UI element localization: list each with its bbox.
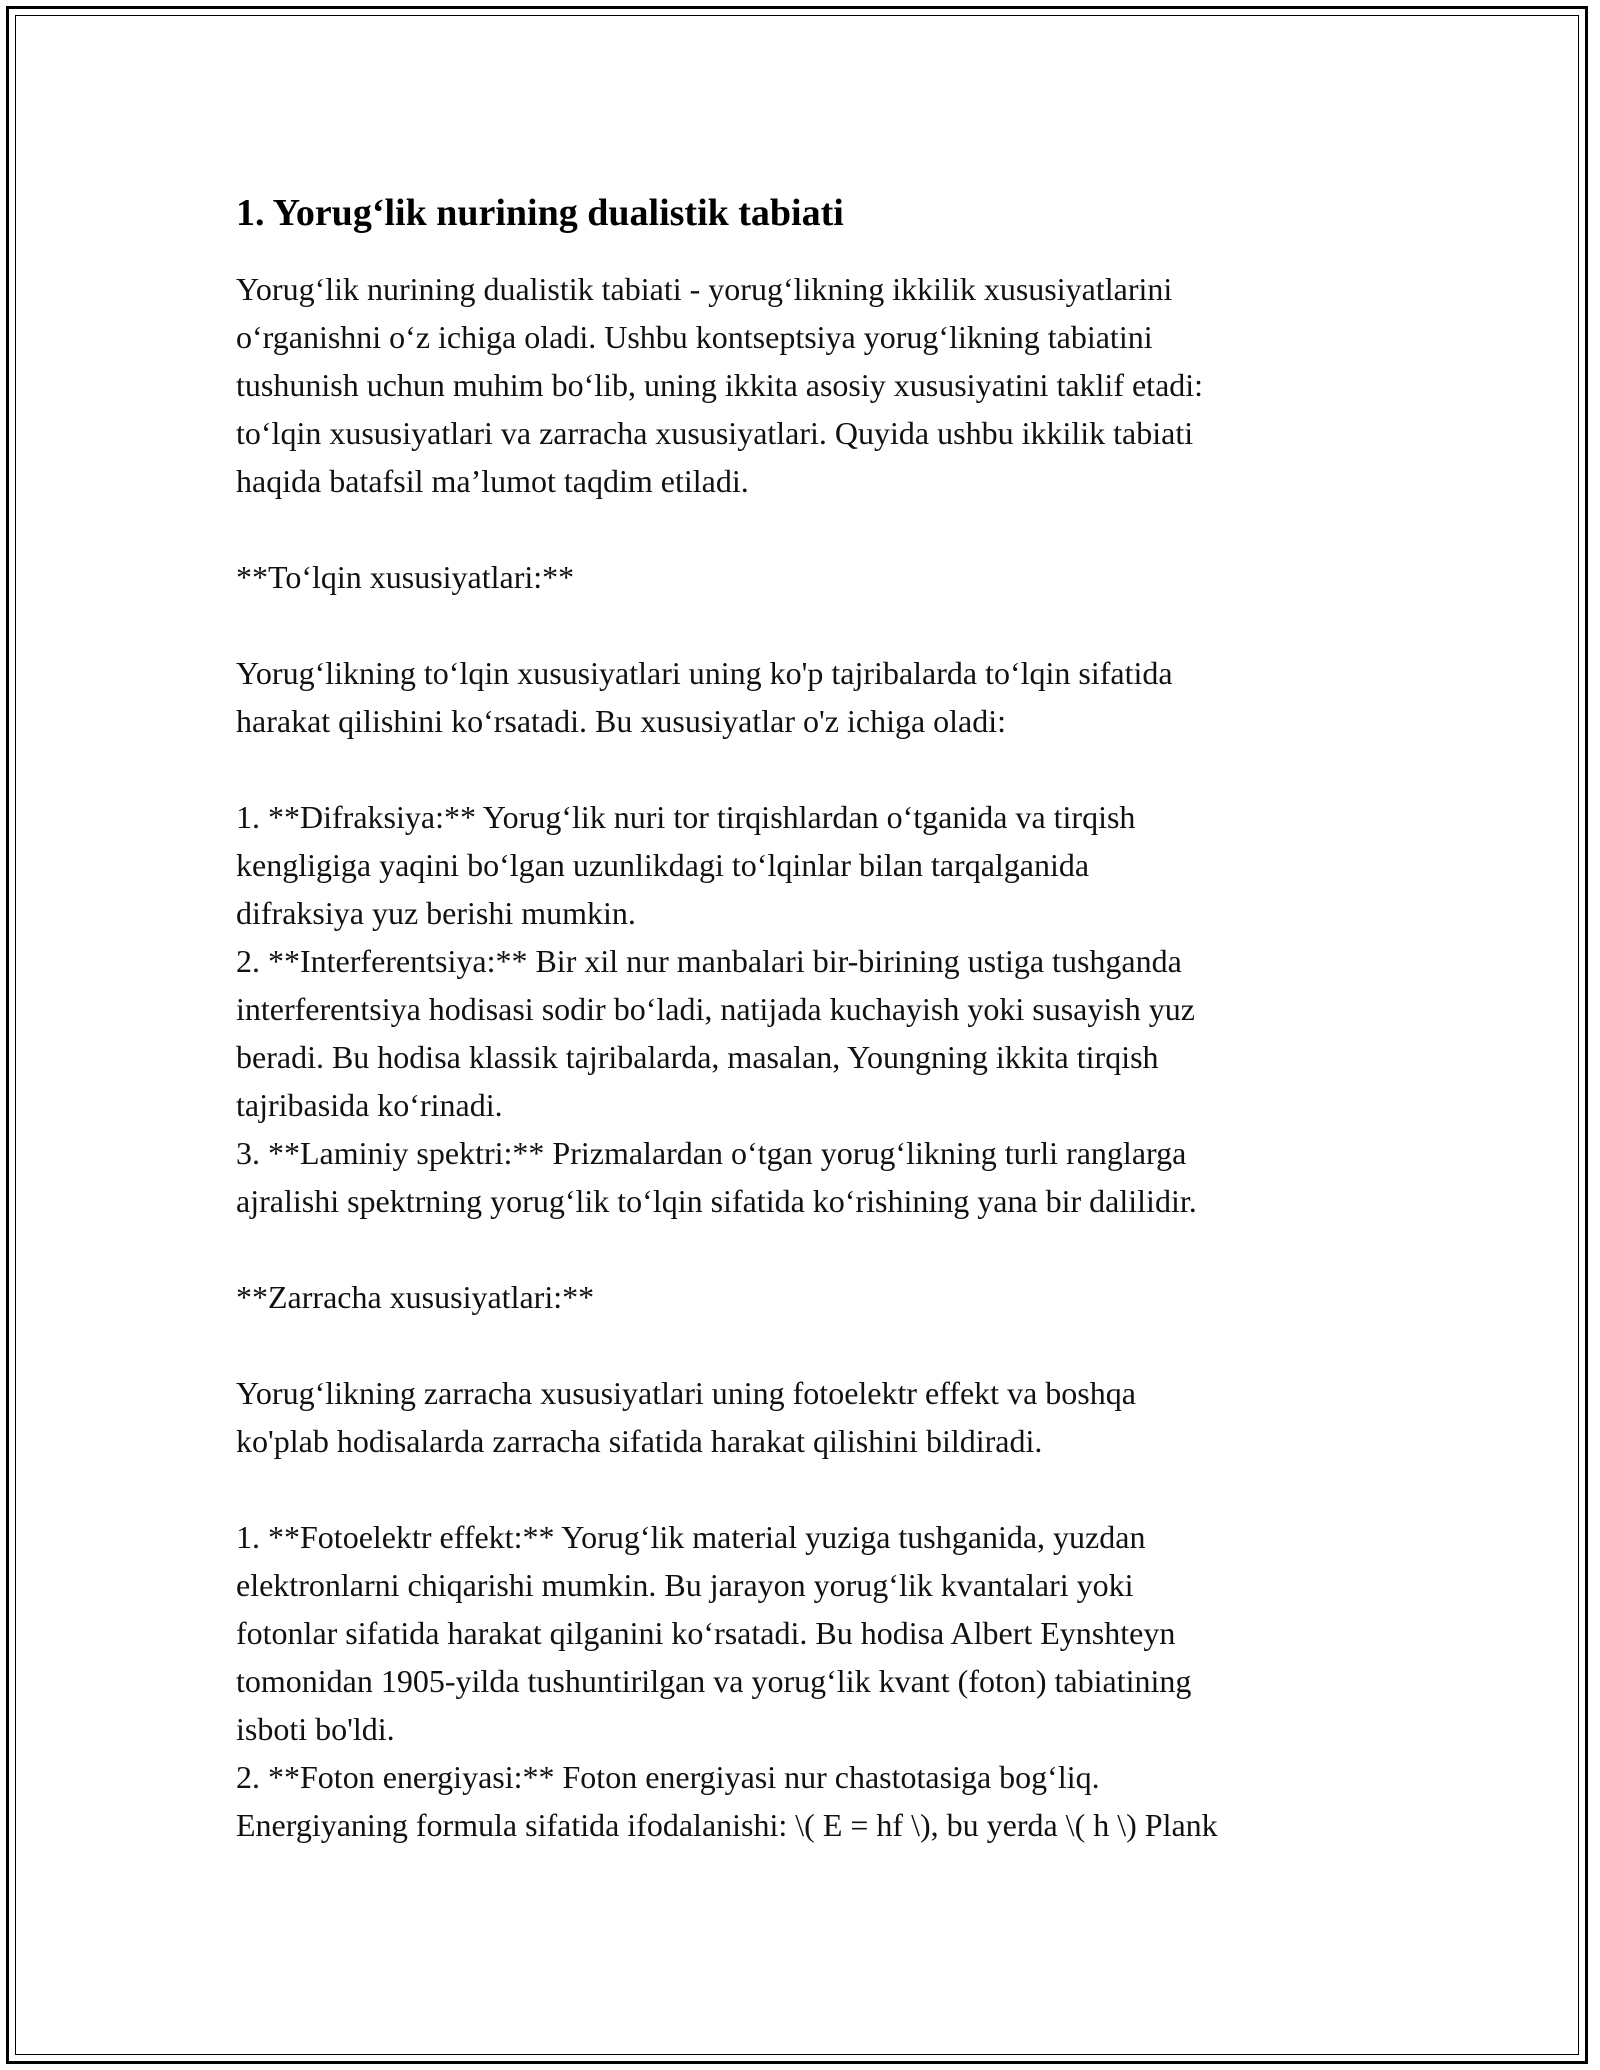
spacer (236, 601, 1386, 649)
section-heading: 1. Yorug‘lik nurining dualistik tabiati (236, 192, 844, 234)
particle-list-item: 2. **Foton energiyasi:** Foton energiyasi nur chastotasiga bog‘liq. Energiyaning formula sifatida ifodalanishi: \( E = hf \), bu yerda \( h \) Plank (236, 1759, 1218, 1843)
intro-paragraph: Yorug‘lik nurining dualistik tabiati - yorug‘likning ikkilik xususiyatlarini o‘rganishni o‘z ichiga oladi. Ushbu kontseptsiya yorug‘likning tabiatini tushunish uchun muhim bo‘lib, uning ikkita asosiy xususiyatini taklif etadi: to‘lqin xususiyatlari va zarracha xususiyatlari. Quyida ushbu ikkilik tabiati haqida batafsil ma’lumot taqdim etiladi. (236, 271, 1204, 499)
wave-section-title: **To‘lqin xususiyatlari:** (236, 559, 575, 595)
spacer (236, 1321, 1386, 1369)
spacer (236, 505, 1386, 553)
wave-list-item: 1. **Difraksiya:** Yorug‘lik nuri tor tirqishlardan o‘tganida va tirqish kengligiga yaqini bo‘lgan uzunlikdagi to‘lqinlar bilan tarqalganida difraksiya yuz berishi mumkin. (236, 799, 1136, 931)
spacer (236, 1465, 1386, 1513)
particle-section-intro: Yorug‘likning zarracha xususiyatlari uning fotoelektr effekt va boshqa ko'plab hodisalarda zarracha sifatida harakat qilishini bildiradi. (236, 1375, 1136, 1459)
particle-section-title: **Zarracha xususiyatlari:** (236, 1279, 595, 1315)
wave-list-item: 2. **Interferentsiya:** Bir xil nur manbalari bir-birining ustiga tushganda interferentsiya hodisasi sodir bo‘ladi, natijada kuchayish yoki susayish yuz beradi. Bu hodisa klassik tajribalarda, masalan, Youngning ikkita tirqish tajribasida ko‘rinadi. (236, 943, 1195, 1123)
particle-list-item: 1. **Fotoelektr effekt:** Yorug‘lik material yuziga tushganida, yuzdan elektronlarni chiqarishi mumkin. Bu jarayon yorug‘lik kvantalari yoki fotonlar sifatida harakat qilganini ko‘rsatadi. Bu hodisa Albert Eynshteyn tomonidan 1905-yilda tushuntirilgan va yorug‘lik kvant (foton) tabiatining isboti bo'ldi. (236, 1519, 1192, 1747)
spacer (236, 745, 1386, 793)
document-body (236, 183, 1386, 1849)
wave-section-intro: Yorug‘likning to‘lqin xususiyatlari uning ko'p tajribalarda to‘lqin sifatida harakat qilishini ko‘rsatadi. Bu xususiyatlar o'z ichiga oladi: (236, 655, 1173, 739)
spacer (236, 1225, 1386, 1273)
wave-list-item: 3. **Laminiy spektri:** Prizmalardan o‘tgan yorug‘likning turli ranglarga ajralishi spektrning yorug‘lik to‘lqin sifatida ko‘rishining yana bir dalilidir. (236, 1135, 1197, 1219)
